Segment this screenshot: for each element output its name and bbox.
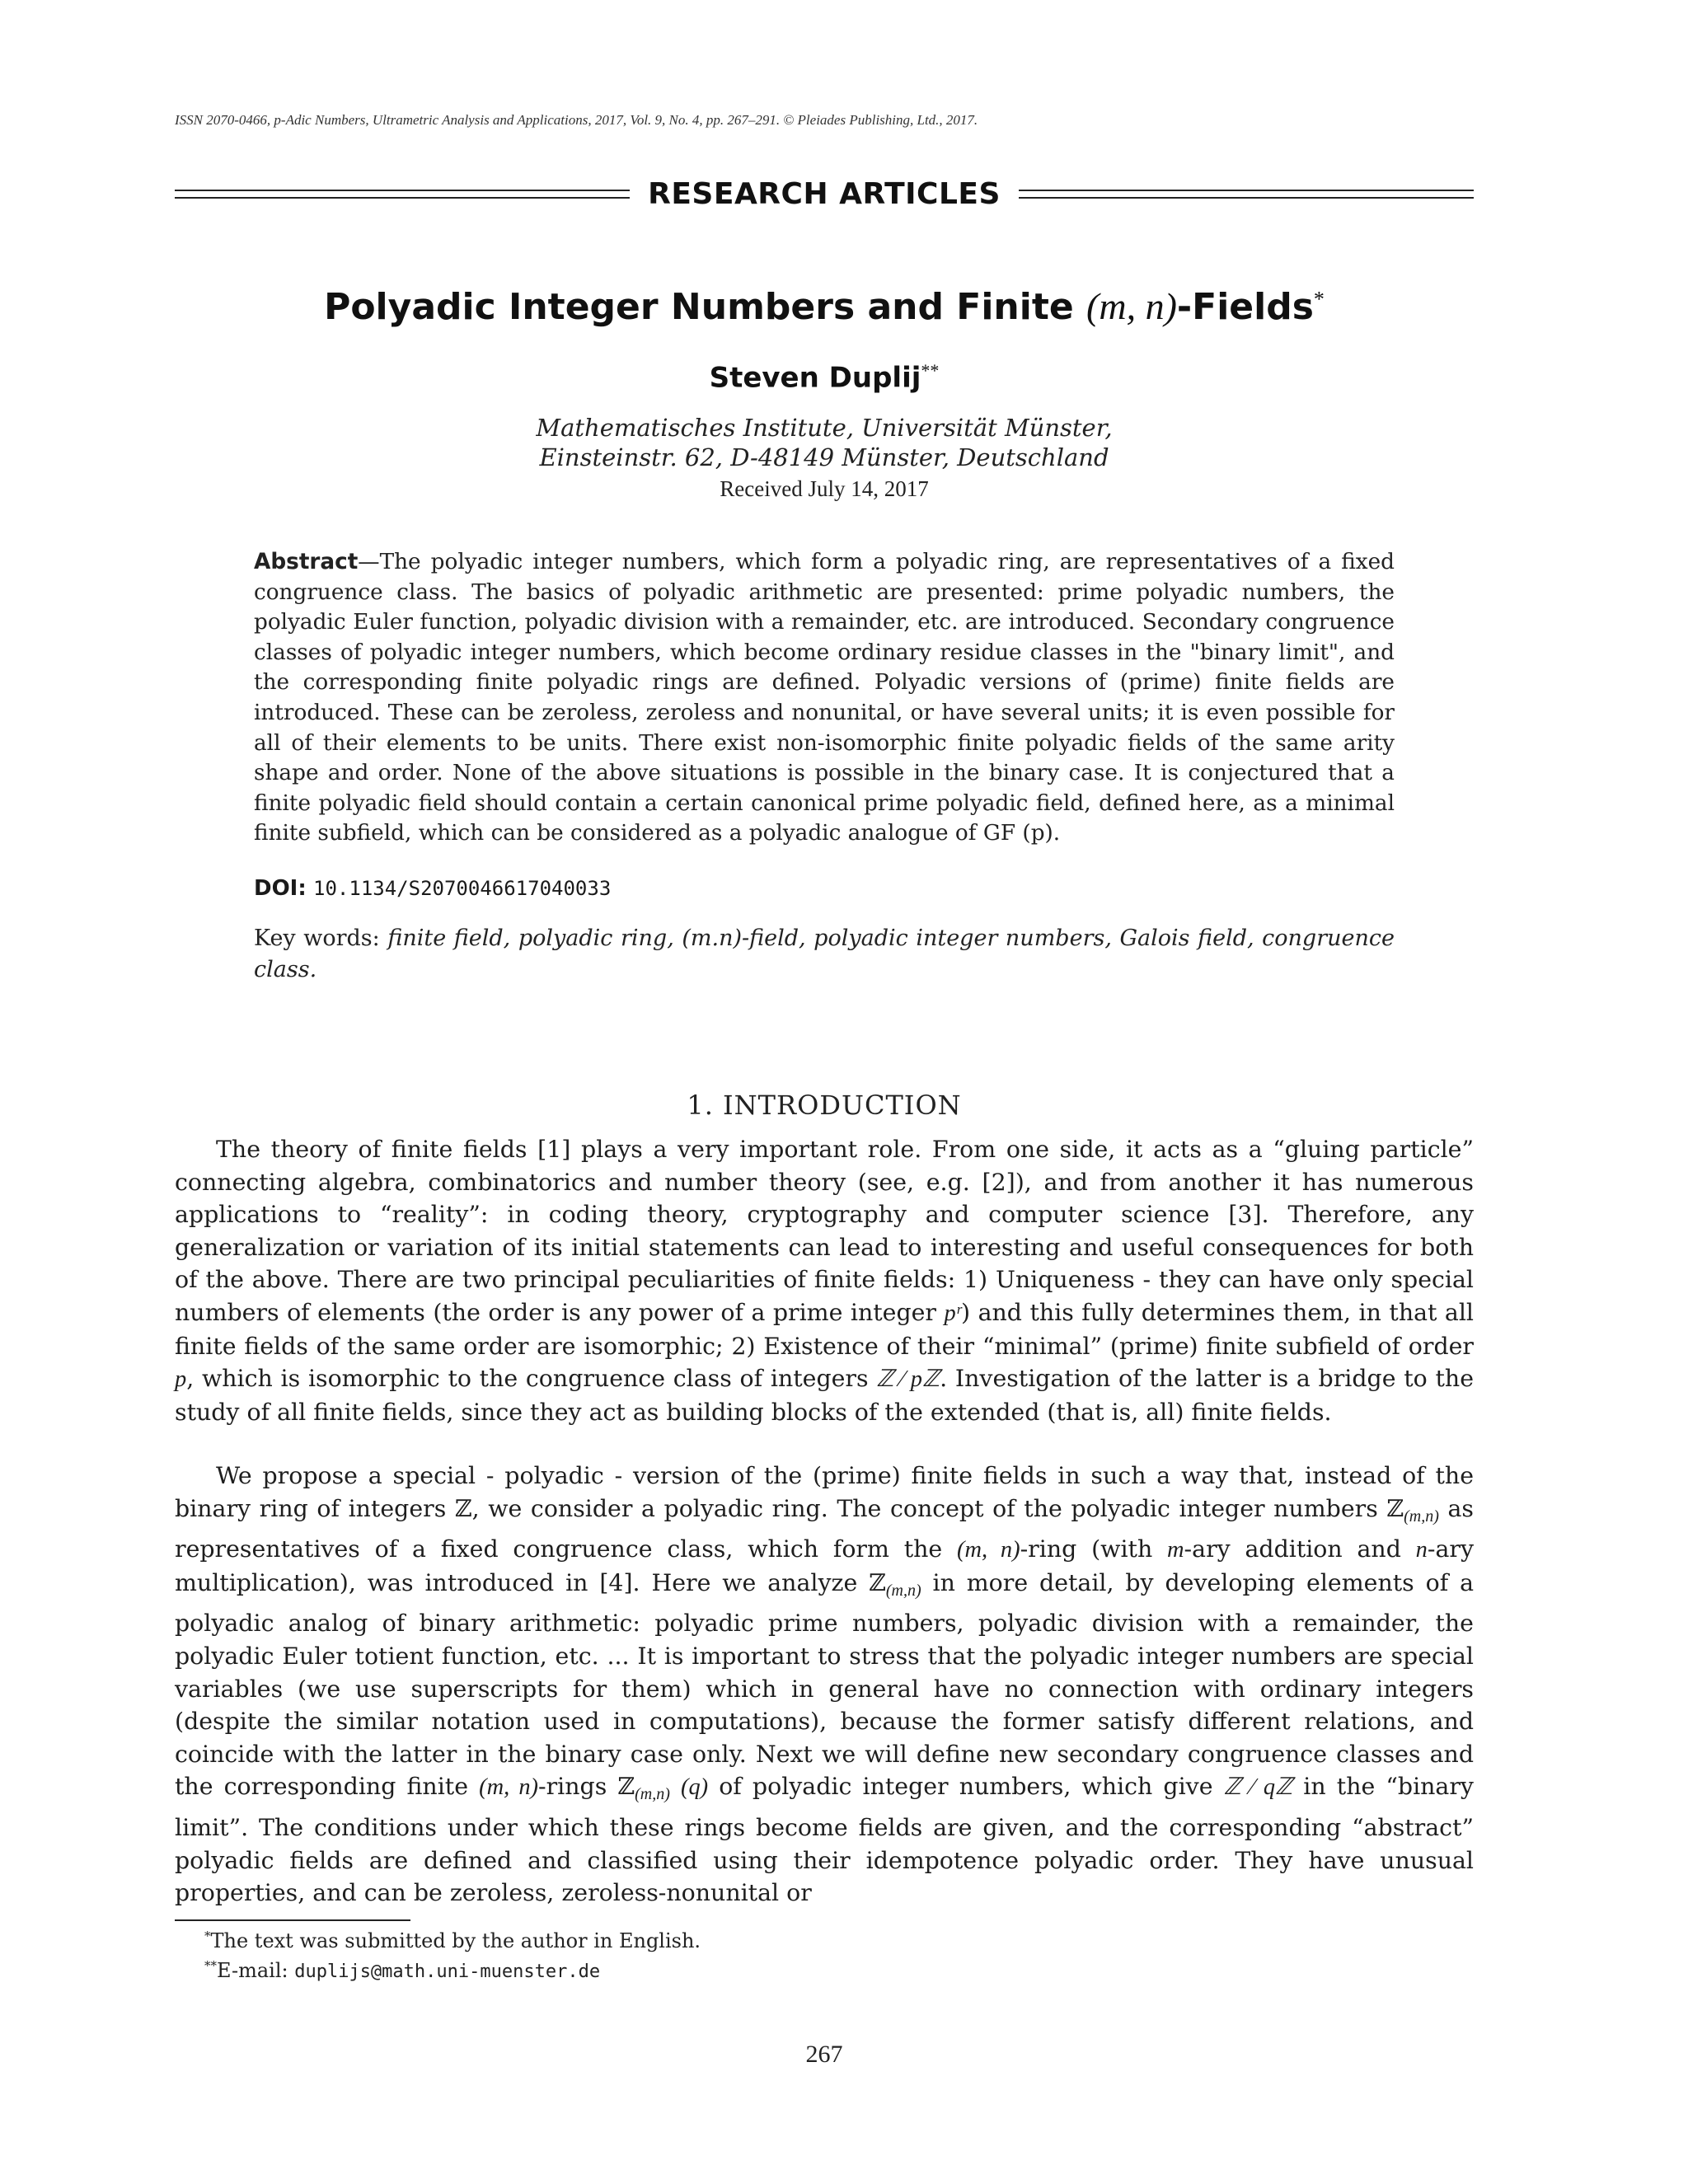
p2-text-f: -ary multiplication), was introduced in [4]. Here we analyze [175,1535,1475,1596]
p2-math-z-mn-2: ℤ [869,1568,886,1596]
banner-rule-left [175,190,630,199]
author-email-link[interactable]: duplijs@math.uni-muenster.de [294,1961,601,1982]
affiliation-line-2: Einsteinstr. 62, D-48149 Münster, Deutschland [539,443,1109,471]
doi-line [254,876,611,901]
p1-text-a: The theory of finite fields [1] plays a very important role. From one side, it acts as a “gluing particle” connecting algebra, combinatorics and number theory (see, e.g. [2]), and from another it has numerous applications to “reality”: in coding theory, cryptography and computer science [3]. Therefore, any generalization or variation of its initial statements can lead to interesting and useful consequences for both of the above. There are two principal peculiarities of finite fields: 1) Uniqueness - they can have only special numbers of elements (the order is any power of a prime integer [175,1136,1474,1326]
p2-text-c: as representatives of a fixed congruence class, which form the [175,1494,1475,1563]
author-footnote-mark: ** [921,360,940,381]
p2-text-j: in the “binary limit”. The conditions under which these rings become fields are given, and the corresponding “abstract” polyadic fields are defined and classified using their idempotence polyadic order. They have unusual properties, and can be zeroless, zeroless-nonunital or [175,1773,1474,1907]
abstract [254,547,1395,849]
page-number: 267 [805,2041,843,2068]
p2-math-n: n [1415,1537,1428,1563]
footnote-2-label: E-mail: [217,1959,295,1982]
keywords-label: Key words: [254,926,380,951]
footnote-1-text: The text was submitted by the author in English. [210,1929,701,1952]
author-text: Steven Duplij [709,361,921,395]
footnote-2 [204,1958,600,1982]
keywords-terms: finite field, polyadic ring, (m.n)-field, polyadic integer numbers, Galois field, congruence class. [254,926,1395,982]
p2-math-q: (q) [681,1774,709,1801]
title-math: (m, n) [1086,285,1177,327]
p1-text-b: ) and this fully determines them, in that all finite fields of the same order are isomorphic; 2) Existence of their “minimal” (prime) finite subfield of order [175,1298,1475,1360]
title-suffix: -Fields [1176,286,1314,328]
p2-text-g: in more detail, by developing elements of a polyadic analog of binary arithmetic: polyadic prime numbers, polyadic division with a remainder, the polyadic Euler totient function, etc. ... It is important to stress that the polyadic integer numbers are special variables (we use superscripts for them) which in general have no connection with ordinary integers (despite the similar notation used in computations), because the former satisfy different relations, and coincide with the latter in the binary case only. Next we will define new secondary congruence classes and the corresponding finite [175,1568,1474,1801]
p2-math-sub-2: (m,n) [885,1581,921,1600]
section-heading: 1. INTRODUCTION [687,1090,962,1121]
affiliation-line-1: Mathematisches Institute, Universität Münster, [536,414,1113,442]
p2-text-d: -ring (with [1020,1535,1168,1563]
footnote-rule [175,1919,410,1921]
author-name [175,360,1474,394]
p2-math-sub-1: (m,n) [1404,1507,1439,1526]
abstract-label: Abstract [254,550,359,574]
p2-math-mn-1: (m, n) [957,1537,1020,1563]
p2-text-i: of polyadic integer numbers, which give [708,1773,1224,1801]
abstract-text: The polyadic integer numbers, which form a polyadic ring, are representatives of a fixed congruence class. The basics of polyadic arithmetic are presented: prime polyadic numbers, the polyadic Euler function, polyadic division with a remainder, etc. are introduced. Secondary congruence classes of polyadic integer numbers, which become ordinary residue classes in the "binary limit", and the corresponding finite polyadic rings are defined. Polyadic versions of (prime) finite fields are introduced. These can be zeroless, zeroless and nonunital, or have several units; it is even possible for all of their elements to be units. There exist non-isomorphic finite polyadic fields of the same arity shape and order. None of the above situations is possible in the binary case. It is conjectured that a finite polyadic field should contain a certain canonical prime polyadic field, defined here, as a minimal finite subfield, which can be considered as a polyadic analogue of GF (p). [254,550,1395,846]
footnote-2-mark: ** [204,1958,217,1973]
doi-label: DOI: [254,876,307,901]
p2-math-sub-3: (m,n) [635,1785,670,1804]
doi-value[interactable]: 10.1134/S2070046617040033 [313,877,612,900]
section-label: RESEARCH ARTICLES [648,176,1001,211]
article-title [175,284,1474,328]
abstract-dash: — [358,550,380,574]
banner-rule-right [1019,190,1474,199]
title-footnote-mark: * [1313,287,1325,312]
p2-text-b: , we consider a polyadic ring. The concept of the polyadic integer numbers [471,1494,1387,1522]
p1-math-pr: pʳ [944,1300,962,1326]
intro-paragraph-2 [175,1460,1474,1910]
p1-math-p: p [175,1366,187,1393]
p1-math-zpz: ℤ ⁄ pℤ [876,1366,940,1393]
keywords [254,923,1395,986]
p2-math-m: m [1167,1537,1184,1563]
p2-text-e: -ary addition and [1184,1535,1416,1563]
p2-text-h: -rings [538,1773,618,1801]
intro-paragraph-1 [175,1133,1474,1428]
footnote-1 [204,1929,701,1952]
journal-citation-line: ISSN 2070-0466, p-Adic Numbers, Ultrametric Analysis and Applications, 2017, Vol. 9, No. 4, pp. 267–291. © Pleiades Publishing, Ltd., 2017. [175,112,978,128]
p2-math-mn-2: (m, n) [479,1774,538,1801]
footnote-1-mark: * [204,1929,211,1943]
received-date: Received July 14, 2017 [720,476,929,501]
title-text: Polyadic Integer Numbers and Finite [324,286,1087,328]
p2-math-z-mn-1: ℤ [1386,1494,1404,1522]
section-banner [175,173,1474,214]
p2-math-z: ℤ [454,1494,472,1522]
p2-text-a: We propose a special - polyadic - version of the (prime) finite fields in such a way that, instead of the binary ring of integers [175,1462,1474,1522]
p2-math-zqz: ℤ ⁄ qℤ [1223,1774,1293,1801]
p1-text-d: . Investigation of the latter is a bridge to the study of all finite fields, since they act as building blocks of the extended (that is, all) finite fields. [175,1365,1475,1426]
p1-text-c: , which is isomorphic to the congruence class of integers [186,1365,877,1393]
p2-math-z-mn-3: ℤ [617,1773,635,1801]
